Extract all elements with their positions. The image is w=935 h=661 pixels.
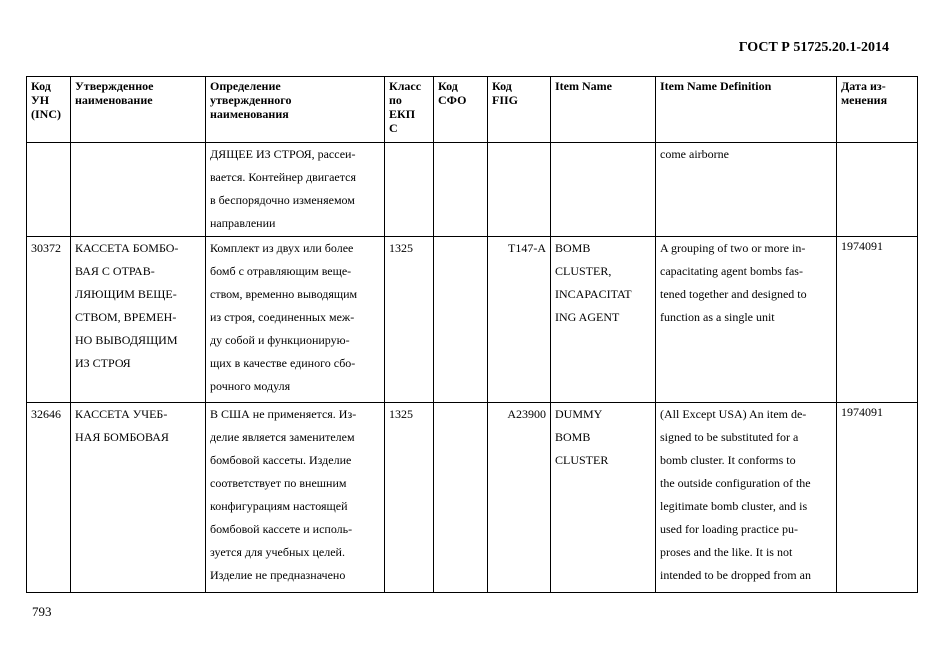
cell-sfo xyxy=(434,237,488,403)
cell-inc: 32646 xyxy=(27,403,71,593)
col-header-class: Класс по ЕКП С xyxy=(385,77,434,143)
cell-fiig xyxy=(488,143,551,237)
cell-item-name: BOMB CLUSTER, INCAPACITAT ING AGENT xyxy=(551,237,656,403)
col-header-fiig: Код FIIG xyxy=(488,77,551,143)
cell-inc xyxy=(27,143,71,237)
cell-name: КАССЕТА УЧЕБ- НАЯ БОМБОВАЯ xyxy=(71,403,206,593)
col-header-item-name: Item Name xyxy=(551,77,656,143)
cell-fiig: T147-A xyxy=(488,237,551,403)
cell-date: 1974091 xyxy=(837,403,918,593)
cell-class: 1325 xyxy=(385,237,434,403)
cell-item-name xyxy=(551,143,656,237)
cell-sfo xyxy=(434,143,488,237)
cell-definition: Комплект из двух или более бомб с отравляющим веще- ством, временно выводящим из строя, соединенных меж- ду собой и функционирую- щих в качестве единого сбо- рочного модуля xyxy=(206,237,385,403)
col-header-definition: Определение утвержденного наименования xyxy=(206,77,385,143)
cell-item-definition: A grouping of two or more in- capacitating agent bombs fas- tened together and designed to function as a single unit xyxy=(656,237,837,403)
cell-inc: 30372 xyxy=(27,237,71,403)
cell-class: 1325 xyxy=(385,403,434,593)
cell-definition: ДЯЩЕЕ ИЗ СТРОЯ, рассеи- вается. Контейнер двигается в беспорядочно изменяемом направлении xyxy=(206,143,385,237)
cell-date xyxy=(837,143,918,237)
cell-class xyxy=(385,143,434,237)
cell-item-name: DUMMY BOMB CLUSTER xyxy=(551,403,656,593)
col-header-date: Дата из- менения xyxy=(837,77,918,143)
cell-sfo xyxy=(434,403,488,593)
cell-definition: В США не применяется. Из- делие является заменителем бомбовой кассеты. Изделие соответствует по внешним конфигурациям настоящей бомбовой кассете и исполь- зуется для учебных целей. Изделие не предназначено xyxy=(206,403,385,593)
col-header-item-definition: Item Name Definition xyxy=(656,77,837,143)
cell-fiig: A23900 xyxy=(488,403,551,593)
col-header-sfo: Код СФО xyxy=(434,77,488,143)
table-row xyxy=(27,143,918,237)
cell-item-definition: come airborne xyxy=(656,143,837,237)
document-code: ГОСТ Р 51725.20.1-2014 xyxy=(738,40,889,55)
page-number: 793 xyxy=(32,604,52,619)
table-row xyxy=(27,403,918,593)
cell-item-definition: (All Except USA) An item de- signed to be substituted for a bomb cluster. It conforms to the outside configuration of the legitimate bomb cluster, and is used for loading practice pu- proses and the like. It is not intended to be dropped from an xyxy=(656,403,837,593)
cell-name: КАССЕТА БОМБО- ВАЯ С ОТРАВ- ЛЯЮЩИМ ВЕЩЕ- СТВОМ, ВРЕМЕН- НО ВЫВОДЯЩИМ ИЗ СТРОЯ xyxy=(71,237,206,403)
table-header-row xyxy=(27,77,918,143)
table-row xyxy=(27,237,918,403)
col-header-name: Утвержденное наименование xyxy=(71,77,206,143)
cell-name xyxy=(71,143,206,237)
col-header-inc: Код УН (INC) xyxy=(27,77,71,143)
cell-date: 1974091 xyxy=(837,237,918,403)
nomenclature-table xyxy=(26,76,918,593)
